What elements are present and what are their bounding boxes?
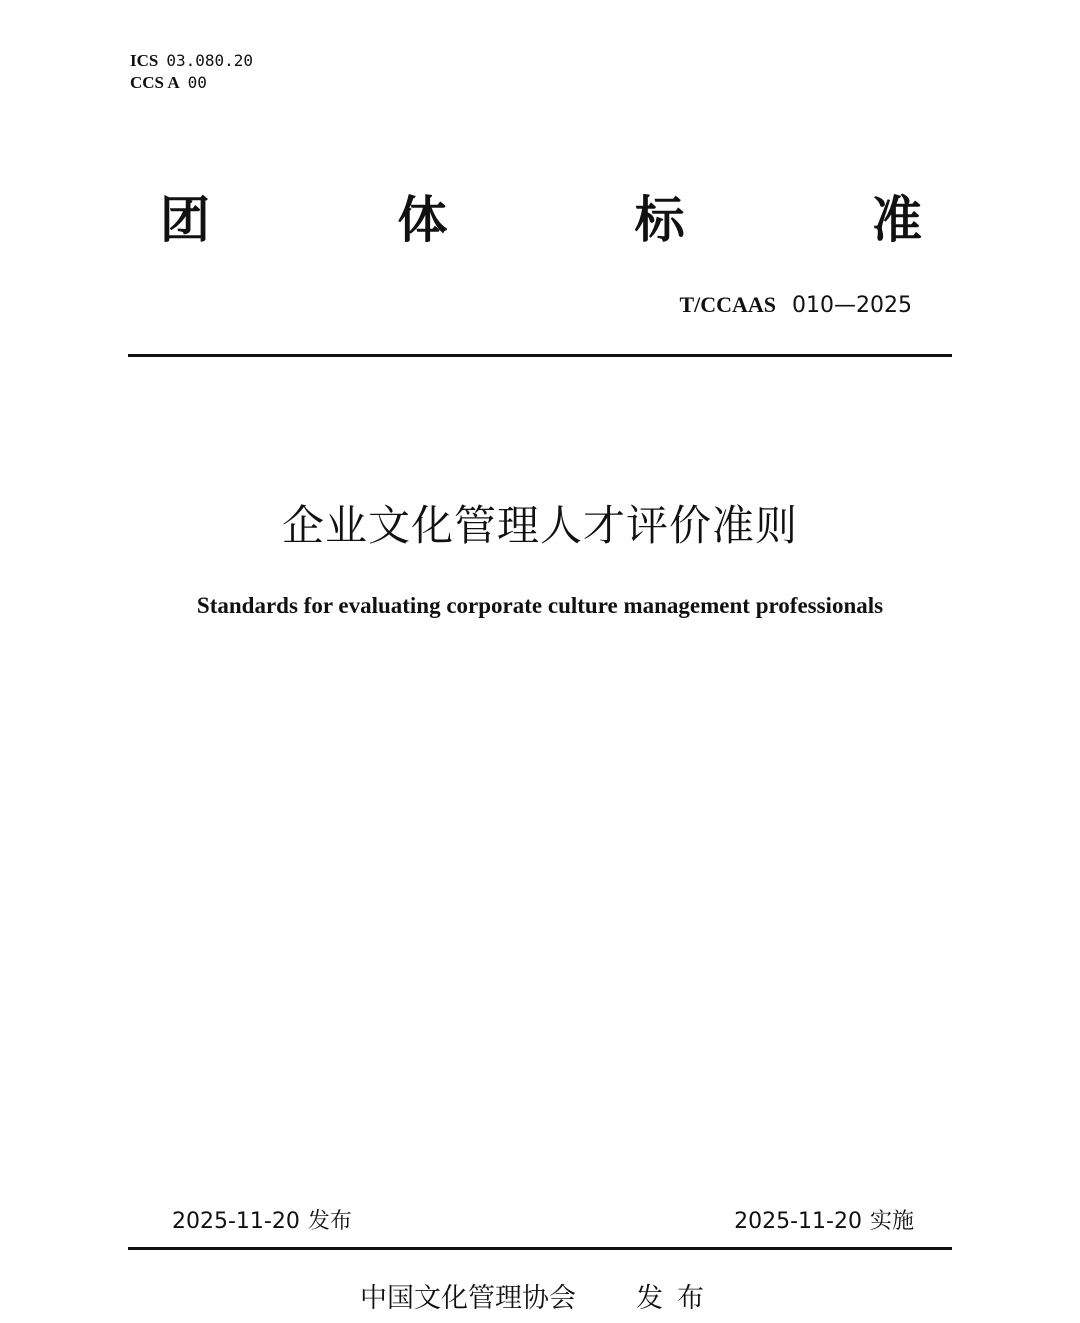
- classification-codes: [130, 50, 253, 94]
- ccs-label: CCS A: [130, 73, 180, 92]
- bottom-divider: [128, 1247, 952, 1250]
- chinese-title: 企业文化管理人才评价准则: [281, 501, 798, 550]
- top-divider: [128, 354, 952, 357]
- implementation-date-label: 实施: [869, 1209, 914, 1234]
- ccs-code: [130, 72, 253, 94]
- standard-type-char: 准: [871, 191, 922, 249]
- issue-date-value: 2025-11-20: [172, 1209, 300, 1234]
- ics-code: [130, 50, 253, 72]
- publisher-line: [360, 1276, 718, 1315]
- standard-type-char: 团: [160, 191, 210, 249]
- implementation-date-value: 2025-11-20: [734, 1209, 862, 1234]
- issue-date-label: 发布: [307, 1209, 352, 1234]
- publisher-name: 中国文化管理协会: [360, 1283, 576, 1314]
- ccs-value: 00: [187, 73, 207, 92]
- standard-type-char: 标: [634, 191, 685, 249]
- english-title: Standards for evaluating corporate culture management professionals: [196, 593, 884, 618]
- issue-date: [172, 1204, 352, 1235]
- ics-label: ICS: [130, 51, 159, 70]
- publisher-action: 发布: [636, 1283, 718, 1314]
- standard-number-prefix: T/CCAAS: [679, 292, 777, 317]
- standard-type-heading: [160, 185, 922, 255]
- ics-value: 03.080.20: [166, 51, 254, 70]
- standard-number-code: 010—2025: [792, 293, 912, 318]
- implementation-date: [734, 1204, 914, 1235]
- standard-number: [679, 292, 912, 318]
- standard-type-char: 体: [397, 191, 448, 249]
